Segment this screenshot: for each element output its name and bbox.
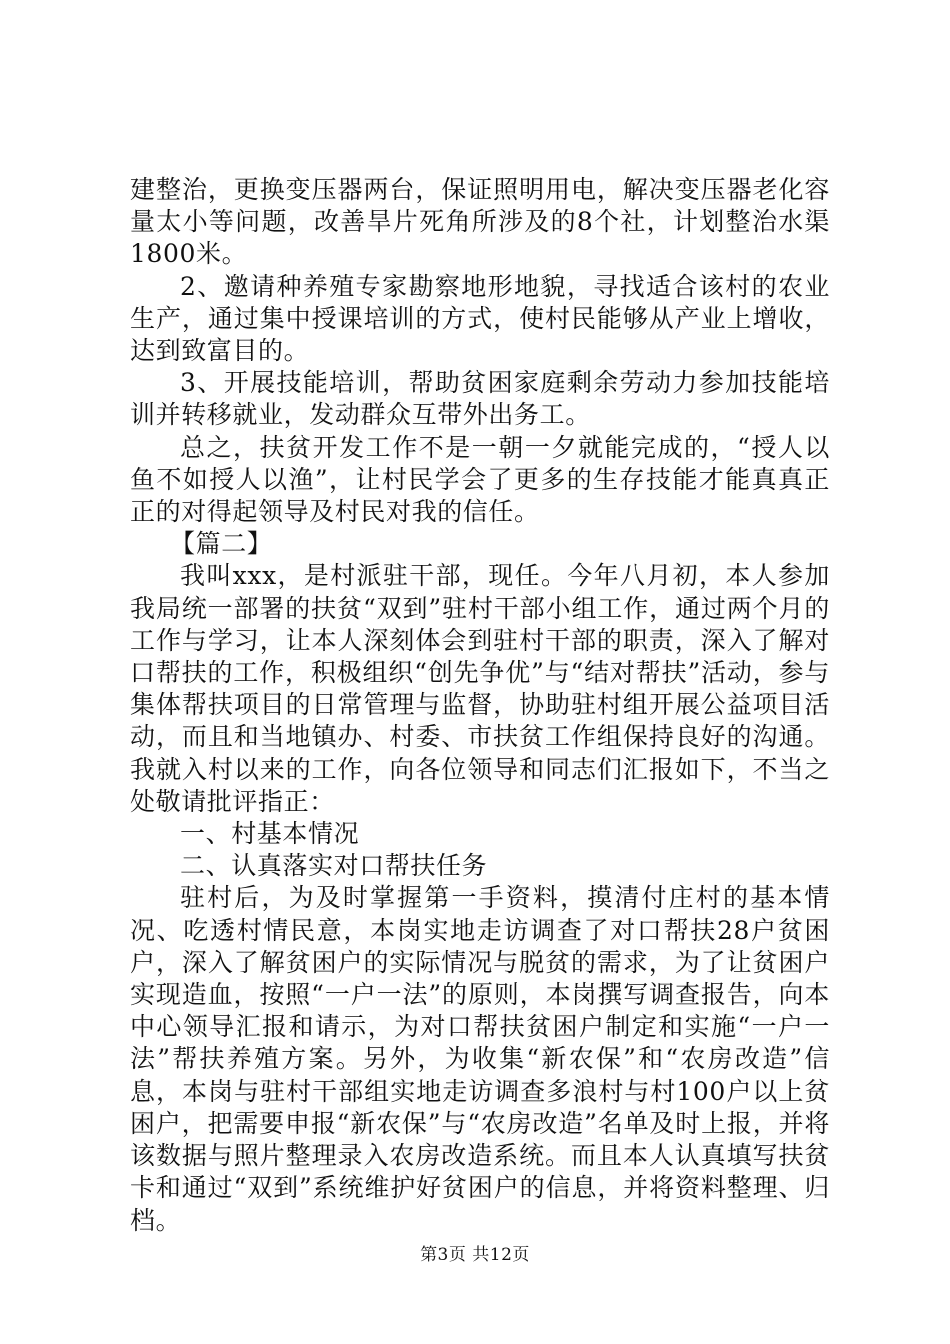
paragraph-item-3: 3、开展技能培训，帮助贫困家庭剩余劳动力参加技能培训并转移就业，发动群众互带外出务工。 (130, 368, 830, 430)
paragraph-continuation: 建整治，更换变压器两台，保证照明用电，解决变压器老化容量太小等问题，改善旱片死角所涉及的8个社，计划整治水渠1800米。 (130, 175, 830, 269)
paragraph-conclusion: 总之，扶贫开发工作不是一朝一夕就能完成的，“授人以鱼不如授人以渔”，让村民学会了更多的生存技能才能真真正正的对得起领导及村民对我的信任。 (130, 432, 830, 527)
page-number-footer: 第3页 共12页 (420, 1245, 530, 1265)
section-heading-part-two: 【篇二】 (170, 529, 273, 559)
subheading-village-basics: 一、村基本情况 (180, 819, 360, 849)
document-body (130, 174, 830, 1237)
paragraph-introduction: 我叫xxx，是村派驻干部，现任。今年八月初，本人参加我局统一部署的扶贫“双到”驻村干部小组工作，通过两个月的工作与学习，让本人深刻体会到驻村干部的职责，深入了解对口帮扶的工作，积极组织“创先争优”与“结对帮扶”活动，参与集体帮扶项目的日常管理与监督，协助驻村组开展公益项目活动，而且和当地镇办、村委、市扶贫工作组保持良好的沟通。我就入村以来的工作，向各位领导和同志们汇报如下，不当之处敬请批评指正： (130, 561, 830, 816)
paragraph-assistance-details: 驻村后，为及时掌握第一手资料，摸清付庄村的基本情况、吃透村情民意，本岗实地走访调查了对口帮扶28户贫困户，深入了解贫困户的实际情况与脱贫的需求，为了让贫困户实现造血，按照“一户一法”的原则，本岗撰写调查报告，向本中心领导汇报和请示，为对口帮扶贫困户制定和实施“一户一法”帮扶养殖方案。另外，为收集“新农保”和“农房改造”信息，本岗与驻村干部组实地走访调查多浪村与村100户以上贫困户，把需要申报“新农保”与“农房改造”名单及时上报，并将该数据与照片整理录入农房改造系统。而且本人认真填写扶贫卡和通过“双到”系统维护好贫困户的信息，并将资料整理、归档。 (130, 883, 830, 1235)
paragraph-item-2: 2、邀请种养殖专家勘察地形地貌，寻找适合该村的农业生产，通过集中授课培训的方式，使村民能够从产业上增收，达到致富目的。 (130, 271, 830, 366)
subheading-assistance-tasks: 二、认真落实对口帮扶任务 (180, 851, 488, 881)
